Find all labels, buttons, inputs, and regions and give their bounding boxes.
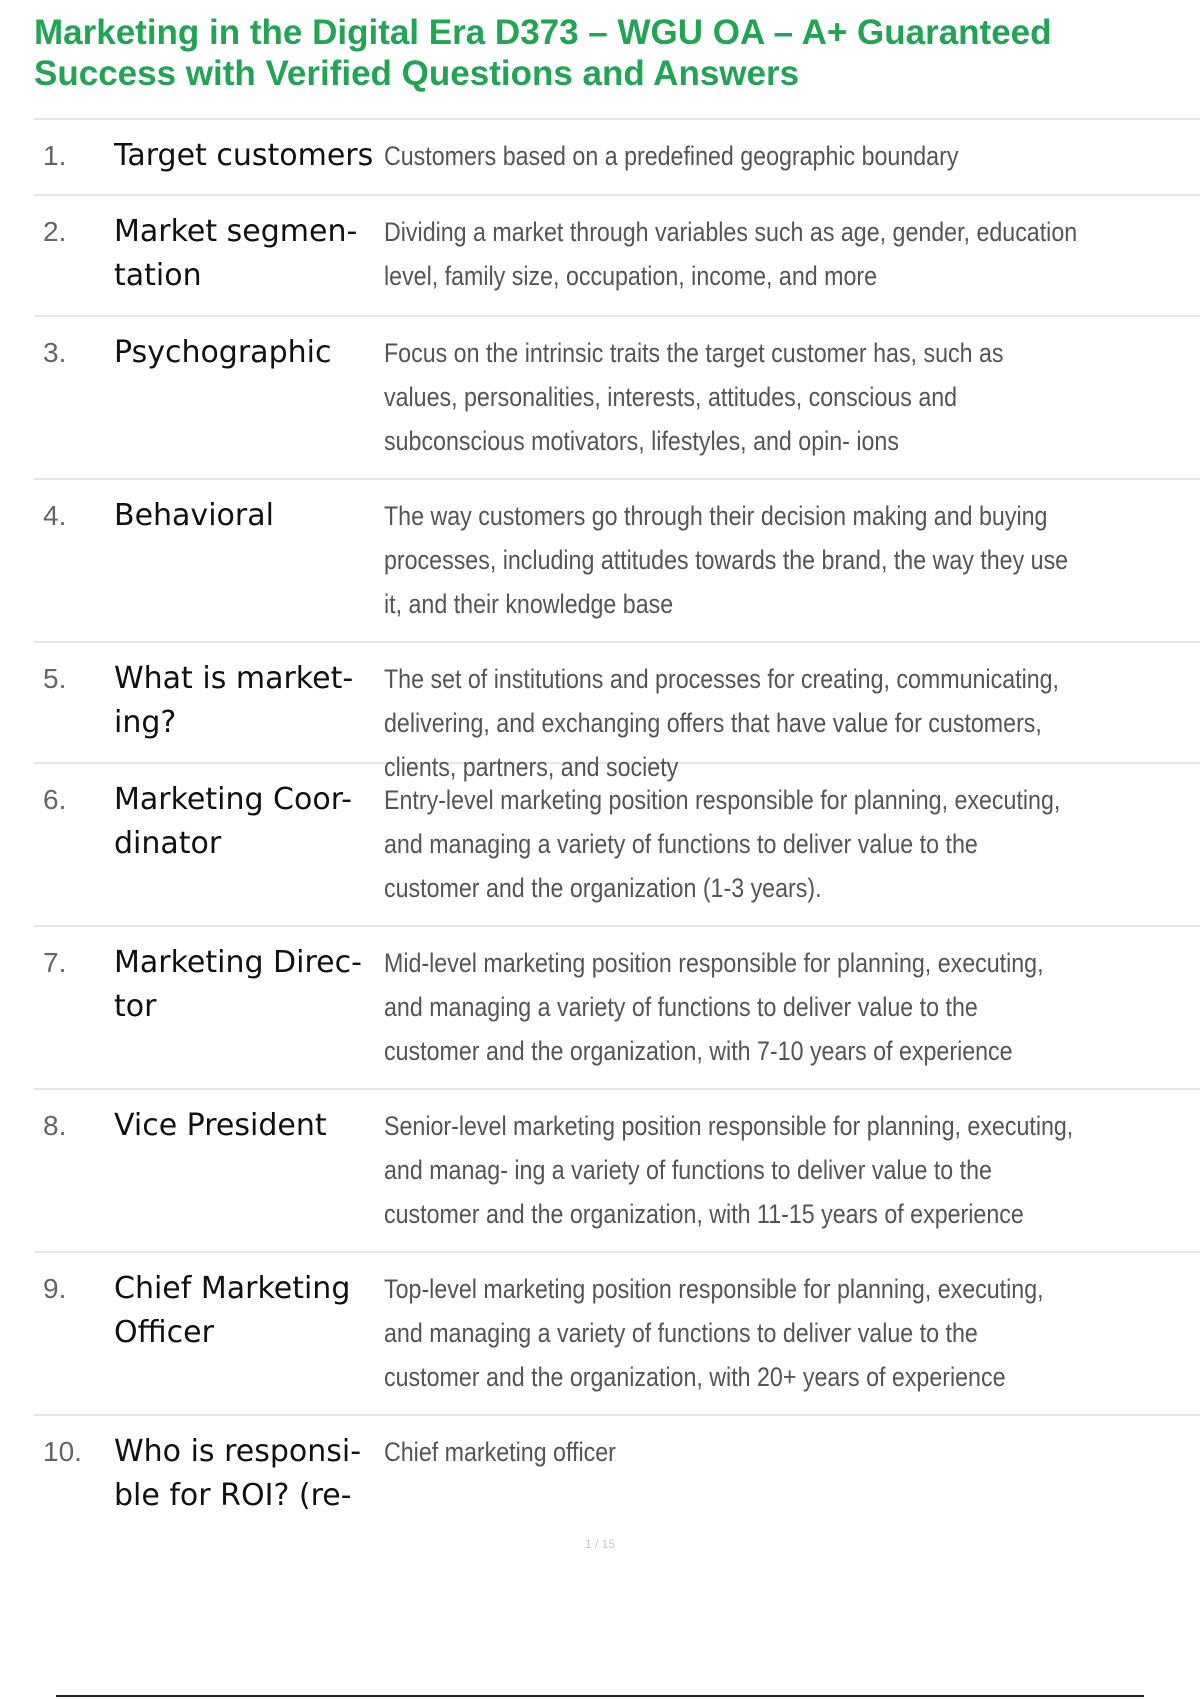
qa-definition: The way customers go through their decision making and buying processes, including attitudes towards the brand, the way they use it, and their knowledge base — [384, 501, 1069, 619]
qa-row — [34, 120, 1200, 196]
qa-term: Marketing Direc- tor — [114, 945, 362, 1024]
qa-definition: Chief marketing officer — [384, 1437, 616, 1467]
qa-number: 4. — [43, 500, 67, 531]
qa-term: Vice President — [114, 1108, 327, 1143]
qa-term: Target customers — [114, 138, 374, 173]
qa-number: 9. — [43, 1273, 67, 1304]
qa-row — [34, 643, 1200, 782]
qa-row — [34, 1416, 1200, 1526]
qa-definition: Entry-level marketing position responsible for planning, executing, and managing a variety of functions to deliver value to the customer and the organization (1-3 years). — [384, 785, 1061, 903]
qa-term: What is market- ing? — [114, 661, 354, 740]
qa-row — [34, 764, 1200, 927]
document-title: Marketing in the Digital Era D373 – WGU OA – A+ Guaranteed Success with Verified Questions and Answers — [34, 13, 1052, 93]
bottom-divider — [56, 1695, 1144, 1697]
qa-row — [34, 480, 1200, 643]
qa-definition: Customers based on a predefined geographic boundary — [384, 141, 959, 171]
qa-definition: Top-level marketing position responsible for planning, executing, and managing a variety of functions to deliver value to the customer and the organization, with 20+ years of experience — [384, 1274, 1044, 1392]
qa-definition: The set of institutions and processes for creating, communicating, delivering, and exchanging offers that have value for customers, clients, partners, and society — [384, 664, 1060, 782]
qa-term: Who is responsi- ble for ROI? (re- — [114, 1434, 362, 1513]
qa-number: 1. — [43, 140, 67, 171]
qa-row — [34, 927, 1200, 1090]
qa-row — [34, 1090, 1200, 1253]
qa-term: Market segmen- tation — [114, 214, 358, 293]
qa-number: 8. — [43, 1110, 67, 1141]
qa-row — [34, 1253, 1200, 1416]
qa-term: Behavioral — [114, 498, 274, 533]
qa-term: Chief Marketing Officer — [114, 1271, 351, 1350]
qa-definition: Senior-level marketing position responsible for planning, executing, and manag- ing a variety of functions to deliver value to the customer and the organization, with 11-15 years of experience — [384, 1111, 1074, 1229]
qa-number: 2. — [43, 216, 67, 247]
qa-number: 3. — [43, 337, 67, 368]
qa-definition: Focus on the intrinsic traits the target customer has, such as values, personalities, interests, attitudes, conscious and subconscious motivators, lifestyles, and opin- ions — [384, 338, 1004, 456]
qa-row — [34, 196, 1200, 317]
qa-row — [34, 317, 1200, 480]
page-number: 1 / 15 — [584, 1537, 616, 1551]
qa-number: 6. — [43, 784, 67, 815]
qa-number: 10. — [43, 1436, 82, 1467]
qa-number: 7. — [43, 947, 67, 978]
qa-term: Marketing Coor- dinator — [114, 782, 352, 861]
qa-definition: Dividing a market through variables such as age, gender, education level, family size, occupation, income, and more — [384, 217, 1078, 291]
qa-number: 5. — [43, 663, 67, 694]
qa-term: Psychographic — [114, 335, 332, 370]
qa-definition: Mid-level marketing position responsible for planning, executing, and managing a variety of functions to deliver value to the customer and the organization, with 7-10 years of experience — [384, 948, 1044, 1066]
qa-list — [34, 118, 1200, 1526]
